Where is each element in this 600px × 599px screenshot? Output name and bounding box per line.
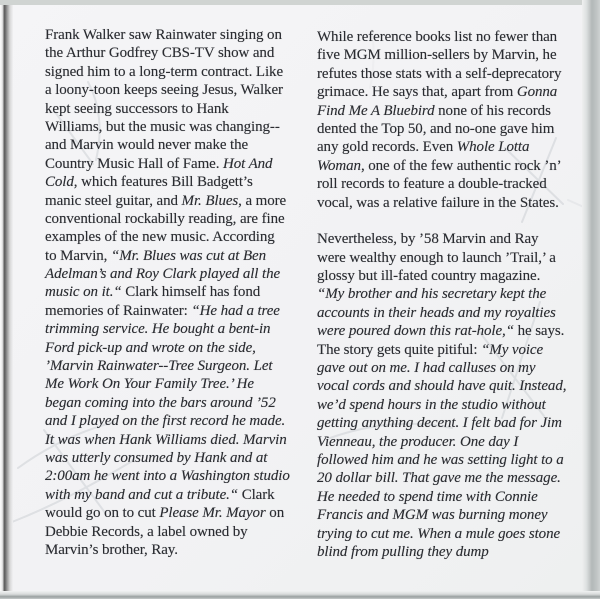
text-column-left [45,26,297,559]
italic-text-run: with my band and cut a tribute.“ [45,486,239,503]
italic-text-run: “My voice [481,341,544,358]
text-line [45,100,297,118]
text-line [317,304,569,322]
italic-text-run: Ford pick-up and wrote on the side, [45,339,256,356]
italic-text-run: vocal cords and should have quit. Instead, [317,378,567,395]
text-line [317,157,569,175]
text-run: , which features Bill Badgett’s [73,174,253,191]
text-line [317,377,569,395]
text-line [45,431,297,449]
text-line [45,449,297,467]
text-line [45,357,297,375]
italic-text-run: He needed to spend time with Connie [317,488,538,505]
italic-text-run: “My brother and his secretary kept the [317,286,547,303]
text-line [45,265,297,283]
text-run: Williams, but the music was changing-- [45,118,280,135]
text-line [317,506,569,524]
text-run: he says. [513,323,565,340]
text-run: and Marvin would never make the [45,137,249,154]
italic-text-run: blind from pulling they dump [317,543,489,560]
text-line [317,65,569,83]
text-run: conventional rockabilly reading, are fine [45,210,285,227]
text-run: Marvin’s brother, Ray. [45,541,178,558]
italic-text-run: we’d spend hours in the studio without [317,396,546,413]
text-line [45,283,297,301]
italic-text-run: “Mr. Blues was cut at Ben [110,247,266,264]
text-run: Clark himself has fond [121,284,261,301]
text-line [317,543,569,561]
italic-text-run: Whole Lotta [456,139,530,156]
italic-text-run: Adelman’s and Roy Clark played all the [45,266,281,283]
italic-text-run: Gonna [516,84,558,101]
text-line [45,486,297,504]
text-run: While reference books list no fewer than [317,29,558,45]
italic-text-run: Vienneau, the producer. One day I [317,433,519,450]
text-line [317,341,569,359]
text-run: signed him to a long-term contract. Like [45,63,284,80]
text-line [45,504,297,522]
text-line [317,267,569,285]
text-line [317,488,569,506]
italic-text-run: accounts in their heads and my royalties [317,304,556,321]
text-line [45,192,297,210]
text-line [317,359,569,377]
text-run: any gold records. Even [317,139,457,156]
italic-text-run: Cold [45,174,74,191]
text-line [45,412,297,430]
text-run: glossy but ill-fated country magazine. [317,268,541,285]
text-run: none of his records [434,102,551,119]
text-line [45,320,297,338]
scan-edge-bottom [0,591,600,599]
text-line [45,228,297,246]
text-line [317,138,569,156]
text-line [45,44,297,62]
text-run: examples of the new music. According [45,229,275,246]
text-run: dented the Top 50, and no-one gave him [317,120,555,137]
text-column-right [317,28,569,561]
text-line [317,433,569,451]
text-run: refutes those stats with a self-deprecatory [317,65,562,82]
text-line [317,102,569,120]
text-run: Debbie Records, a label owned by [45,523,248,540]
text-line [45,173,297,191]
text-line [317,525,569,543]
italic-text-run: 20 dollar bill. That gave me the message. [317,470,561,487]
text-run: five MGM million-sellers by Marvin, he [317,47,557,64]
italic-text-run: Hot And [223,155,273,172]
italic-text-run: Please Mr. Mayor [159,505,266,522]
italic-text-run: Francis and MGM was burning money [317,507,548,524]
italic-text-run: gave out on me. I had calluses on my [317,360,536,377]
text-line [45,541,297,559]
italic-text-run: was utterly consumed by Hank and at [45,449,268,466]
scan-edge-right [582,0,600,599]
text-line [45,63,297,81]
italic-text-run: “He had a tree [191,302,280,319]
italic-text-run: began coming into the bars around ’52 [45,394,276,411]
text-run: Clark [238,486,275,503]
blank-line [317,212,569,230]
italic-text-run: trimming service. He bought a bent-in [45,321,271,338]
text-line [45,155,297,173]
italic-text-run: music on it.“ [45,284,122,301]
italic-text-run: and I played on the first record he made. [45,413,286,430]
text-run: Frank Walker saw Rainwater singing on [45,27,282,43]
text-line [317,46,569,64]
text-run: would go on to cut [45,505,160,522]
text-run: The story gets quite pitiful: [317,341,482,358]
italic-text-run: Mr. Blues [181,192,239,209]
text-line [317,120,569,138]
text-run: kept seeing successors to Hank [45,100,229,117]
text-line [45,118,297,136]
text-line [45,339,297,357]
text-line [317,175,569,193]
text-line [317,285,569,303]
text-line [45,26,297,44]
italic-text-run: 2:00am he went into a Washington studio [45,468,290,485]
text-run: Country Music Hall of Fame. [45,155,224,172]
text-run: manic steel guitar, and [45,192,182,209]
text-line [45,210,297,228]
text-line [317,414,569,432]
text-run: grimace. He says that, apart from [317,84,517,101]
text-line [45,302,297,320]
scan-edge-left [0,0,13,599]
text-run: Nevertheless, by ’58 Marvin and Ray [317,231,539,248]
text-line [45,136,297,154]
text-line [317,194,569,212]
text-run: were wealthy enough to launch ’Trail,’ a [317,249,556,266]
text-run: the Arthur Godfrey CBS-TV show and [45,45,275,62]
text-line [317,249,569,267]
text-line [317,28,569,46]
italic-text-run: ’Marvin Rainwater--Tree Surgeon. Let [45,358,273,375]
text-line [45,247,297,265]
text-line [317,230,569,248]
text-line [317,469,569,487]
italic-text-run: trying to cut me. When a mule goes stone [317,525,561,542]
text-run: vocal, was a relative failure in the States. [317,194,559,211]
text-run: on [265,505,285,522]
scan-edge-top [0,0,600,5]
italic-text-run: followed him and he was setting light to a [317,451,564,468]
text-line [317,396,569,414]
italic-text-run: were poured down this rat-hole,“ [317,323,514,340]
text-run: , a more [238,192,287,209]
italic-text-run: Woman [317,157,361,174]
text-line [317,322,569,340]
text-run: , one of the few authentic rock ’n’ [360,157,562,174]
text-line [317,451,569,469]
italic-text-run: Find Me A Bluebird [317,102,435,119]
italic-text-run: Me Work On Your Family Tree.’ He [45,376,254,393]
text-line [45,375,297,393]
text-line [45,523,297,541]
text-line [45,394,297,412]
text-line [45,467,297,485]
text-line [317,83,569,101]
text-run: to Marvin, [45,247,111,264]
italic-text-run: getting anything decent. I felt bad for Jim [317,415,562,432]
text-run: memories of Rainwater: [45,302,192,319]
text-run: a loony-toon keeps seeing Jesus, Walker [45,82,283,99]
text-run: roll records to feature a double-tracked [317,176,547,193]
text-line [45,81,297,99]
italic-text-run: It was when Hank Williams died. Marvin [45,431,287,448]
